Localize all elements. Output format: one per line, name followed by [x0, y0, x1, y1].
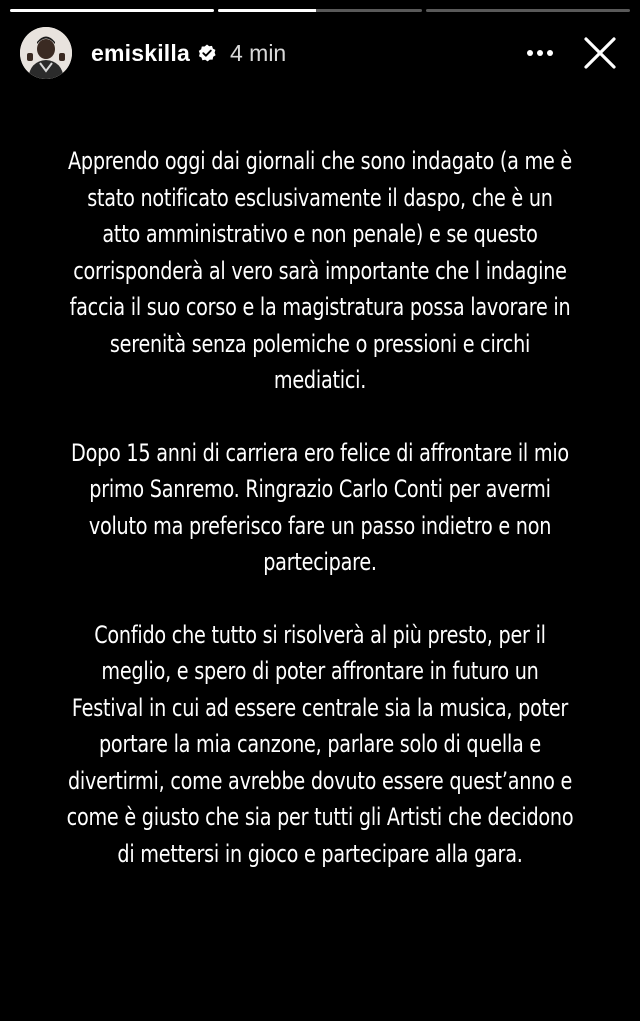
story-header: [20, 26, 618, 80]
story-paragraph-2: Dopo 15 anni di carriera ero felice di affrontare il mio primo Sanremo. Ringrazio Carlo Conti per avermi voluto ma preferisco fare un passo indietro e non partecipare.: [71, 438, 569, 576]
avatar-image: [20, 27, 72, 79]
progress-segment-1: [10, 9, 214, 12]
progress-segment-2: [218, 9, 422, 12]
story-progress-bar: [10, 9, 630, 12]
close-button[interactable]: [582, 35, 618, 71]
progress-segment-3: [426, 9, 630, 12]
verified-badge-icon: [198, 44, 216, 62]
more-horizontal-icon: [526, 49, 554, 57]
story-paragraph-3: Confido che tutto si risolverà al più presto, per il meglio, e spero di poter affrontare in futuro un Festival in cui ad essere centrale sia la musica, poter portare la mia canzone, parlare solo di quella e divertirmi, come avrebbe dovuto essere quest’anno e come è giusto che sia per tutti gli Artisti che decidono di mettersi in gioco e partecipare alla gara.: [66, 620, 574, 868]
username[interactable]: emiskilla: [91, 39, 190, 66]
story-text-content: [28, 143, 612, 872]
post-time: 4 min: [229, 39, 287, 66]
story-paragraph-1: Apprendo oggi dai giornali che sono indagato (a me è stato notificato esclusivamente il daspo, che è un atto amministrativo e non penale) e se questo corrisponderà al vero sarà importante che l indagine faccia il suo corso e la magistratura possa lavorare in serenità senza polemiche o pressioni e circhi mediatici.: [68, 147, 572, 394]
progress-fill-1: [10, 9, 214, 12]
progress-fill-2: [218, 9, 316, 12]
more-options-button[interactable]: [522, 38, 558, 68]
close-icon: [583, 36, 617, 70]
avatar[interactable]: [20, 27, 72, 79]
